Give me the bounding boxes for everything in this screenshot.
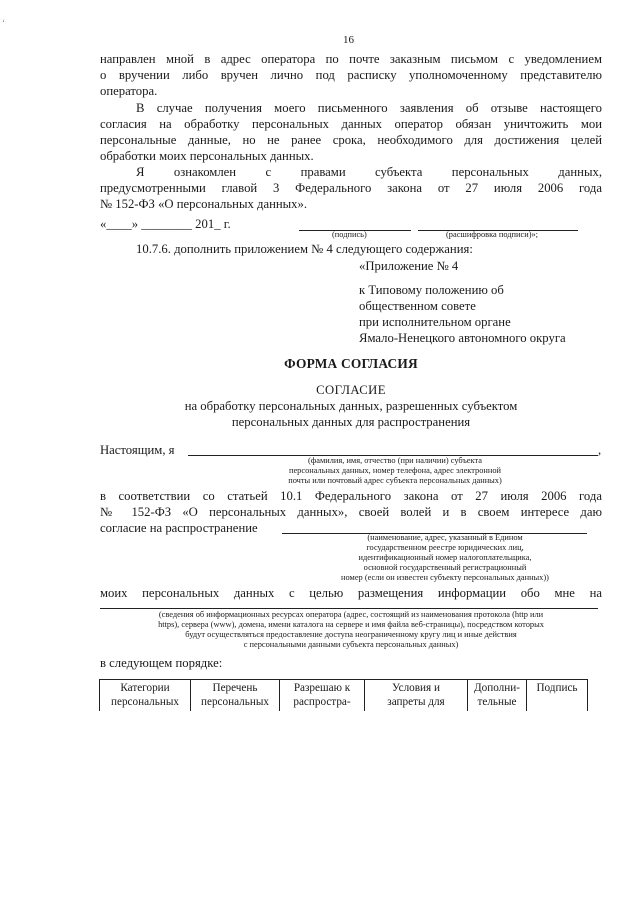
intro-line-3: оператора. [100, 84, 158, 98]
resource-caption-4: с персональными данными субъекта персональных данных) [243, 640, 459, 649]
resource-caption-2: https), сервера (www), домена, имени каталога на сервере и имя файла веб-страницы), посредством которых [158, 620, 544, 629]
subject-caption-1: (фамилия, имя, отчество (при наличии) субъекта [308, 456, 482, 465]
operator-caption-4: основной государственный регистрационный [363, 563, 527, 572]
amendment-text: 10.7.6. дополнить приложением № 4 следующего содержания: [136, 242, 473, 256]
withdrawal-line-4: обработки моих персональных данных. [100, 149, 314, 163]
order-label: в следующем порядке: [100, 656, 223, 670]
consent-subtitle-2: персональных данных для распространения [231, 415, 471, 429]
accordance-line-1: в соответствии со статьей 10.1 Федерального закона от 27 июля 2006 года [100, 489, 602, 503]
hereby-comma: , [598, 443, 602, 457]
operator-caption-2: государственном реестре юридических лиц, [366, 543, 524, 552]
table-header-row [100, 680, 588, 712]
margin-mark: ʻ [2, 18, 5, 28]
resource-fill-line [100, 608, 598, 609]
header-list-line-2: персональных [201, 695, 269, 708]
header-conditions-line-2: запреты для [387, 695, 445, 708]
form-heading: ФОРМА СОГЛАСИЯ [284, 356, 418, 371]
signature-caption: (подпись) [332, 230, 367, 239]
consent-subtitle-1: на обработку персональных данных, разрешенных субъектом [184, 399, 518, 413]
operator-caption-3: идентификационный номер налогоплательщика, [358, 553, 532, 562]
header-allow [280, 680, 365, 712]
withdrawal-line-3: персональные данные, но не ранее срока, необходимого для достижения целей [100, 133, 602, 147]
accordance-line-2: № 152-ФЗ «О персональных данных», своей волей и в своем интересе даю [100, 505, 602, 519]
intro-line-2: о вручении либо вручен лично под расписку уполномоченному представителю [100, 68, 602, 82]
withdrawal-line-1: В случае получения моего письменного заявления об отзыве настоящего [136, 101, 602, 115]
header-categories-line-1: Категории [120, 682, 170, 694]
appendix-line-4: Ямало-Ненецкого автономного округа [359, 331, 566, 345]
header-list-line-1: Перечень [212, 682, 258, 694]
header-additional-line-1: Дополни- [474, 682, 520, 694]
decode-caption: (расшифровка подписи)»; [446, 230, 539, 239]
appendix-line-2: общественном совете [359, 299, 476, 313]
header-categories-line-2: персональных [111, 695, 179, 708]
hereby-label: Настоящим, я [100, 443, 175, 457]
rights-line-2: предусмотренными главой 3 Федерального закона от 27 июля 2006 года [100, 181, 602, 195]
date-field: «____» ________ 201_ г. [100, 217, 231, 231]
purpose-line: моих персональных данных с целью размещения информации обо мне на [100, 586, 602, 600]
header-signature [527, 680, 588, 712]
operator-caption-1: (наименование, адрес, указанный в Едином [367, 533, 523, 542]
appendix-line-3: при исполнительном органе [359, 315, 511, 329]
categories-table [99, 679, 588, 711]
operator-caption-5: номер (если он известен субъекту персональных данных)) [341, 573, 549, 582]
header-allow-line-2: распростра- [293, 695, 351, 708]
resource-caption-1: (сведения об информационных ресурсах оператора (адрес, состоящий из наименования протокола (http или [158, 610, 544, 619]
header-categories [100, 680, 191, 712]
rights-line-1: Я ознакомлен с правами субъекта персональных данных, [136, 165, 602, 179]
subject-caption-2: персональных данных, номер телефона, адрес электронной [288, 466, 502, 475]
header-list [191, 680, 280, 712]
withdrawal-line-2: согласия на обработку персональных данных оператор обязан уничтожить мои [100, 117, 602, 131]
header-conditions-line-1: Условия и [392, 682, 440, 694]
appendix-title: «Приложение № 4 [359, 259, 459, 273]
header-allow-line-1: Разрешаю к [293, 682, 351, 694]
header-additional-line-2: тельные [477, 695, 517, 708]
intro-line-1: направлен мной в адрес оператора по почте заказным письмом с уведомлением [100, 52, 602, 66]
accordance-line-3: согласие на распространение [100, 521, 258, 535]
header-additional [468, 680, 527, 712]
rights-line-3: № 152-ФЗ «О персональных данных». [100, 197, 308, 211]
resource-caption-3: будут осуществляться предоставление доступа неограниченному кругу лиц и иные действия [185, 630, 517, 639]
consent-title: СОГЛАСИЕ [316, 383, 386, 397]
header-signature-line-1: Подпись [536, 682, 578, 694]
appendix-line-1: к Типовому положению об [359, 283, 504, 297]
page-number: 16 [343, 34, 354, 46]
header-conditions [365, 680, 468, 712]
subject-caption-3: почты или почтовый адрес субъекта персональных данных) [288, 476, 502, 485]
